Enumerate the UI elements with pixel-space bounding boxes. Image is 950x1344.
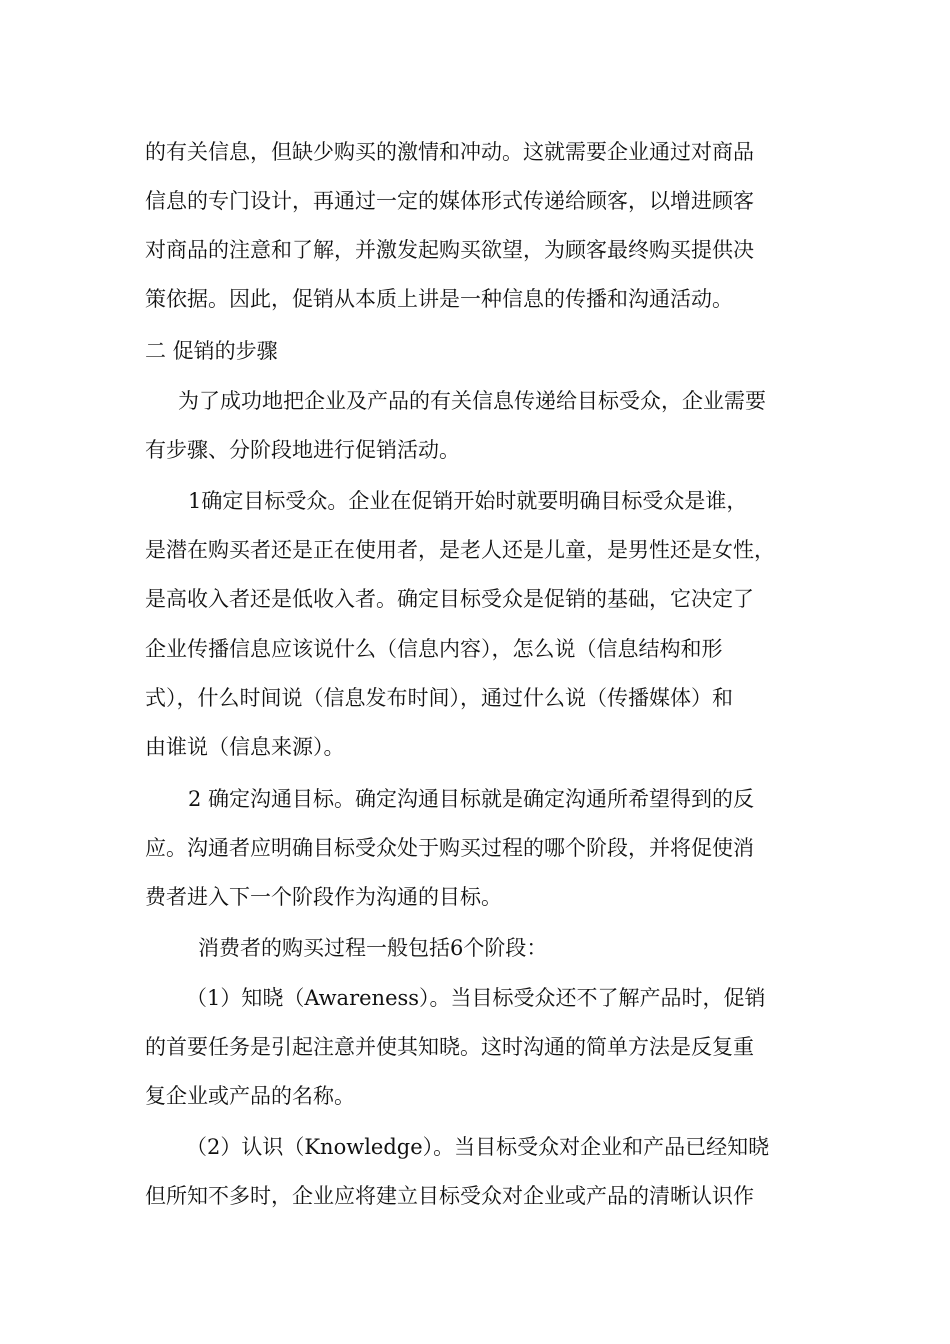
paragraph-line: 是潜在购买者还是正在使用者，是老人还是儿童，是男性还是女性，: [145, 538, 775, 562]
paragraph-line: 信息的专门设计，再通过一定的媒体形式传递给顾客，以增进顾客: [145, 189, 754, 213]
paragraph-line: （2）认识（Knowledge）。当目标受众对企业和产品已经知晓: [186, 1135, 770, 1159]
paragraph-line: 策依据。因此，促销从本质上讲是一种信息的传播和沟通活动。: [145, 287, 733, 311]
paragraph-line: 费者进入下一个阶段作为沟通的目标。: [145, 885, 502, 909]
paragraph-line: （1）知晓（Awareness）。当目标受众还不了解产品时，促销: [186, 986, 766, 1010]
paragraph-line: 由谁说（信息来源）。: [145, 735, 345, 759]
section-heading: 二 促销的步骤: [145, 339, 278, 363]
paragraph-line: 2 确定沟通目标。确定沟通目标就是确定沟通所希望得到的反: [188, 787, 755, 811]
paragraph-line: 企业传播信息应该说什么（信息内容），怎么说（信息结构和形: [145, 637, 723, 661]
paragraph-line: 的首要任务是引起注意并使其知晓。这时沟通的简单方法是反复重: [145, 1035, 754, 1059]
paragraph-line: 对商品的注意和了解，并激发起购买欲望，为顾客最终购买提供决: [145, 238, 754, 262]
paragraph-line: 复企业或产品的名称。: [145, 1084, 355, 1108]
paragraph-line: 应。沟通者应明确目标受众处于购买过程的哪个阶段，并将促使消: [145, 836, 754, 860]
paragraph-line: 为了成功地把企业及产品的有关信息传递给目标受众，企业需要: [178, 389, 766, 413]
paragraph-line: 式），什么时间说（信息发布时间），通过什么说（传播媒体）和: [145, 686, 733, 710]
paragraph-line: 但所知不多时，企业应将建立目标受众对企业或产品的清晰认识作: [145, 1184, 754, 1208]
paragraph-line: 是高收入者还是低收入者。确定目标受众是促销的基础，它决定了: [145, 587, 754, 611]
paragraph-line: 有步骤、分阶段地进行促销活动。: [145, 438, 460, 462]
paragraph-line: 1确定目标受众。企业在促销开始时就要明确目标受众是谁，: [188, 489, 748, 513]
paragraph-line: 的有关信息，但缺少购买的激情和冲动。这就需要企业通过对商品: [145, 140, 754, 164]
paragraph-line: 消费者的购买过程一般包括6个阶段：: [198, 936, 548, 960]
